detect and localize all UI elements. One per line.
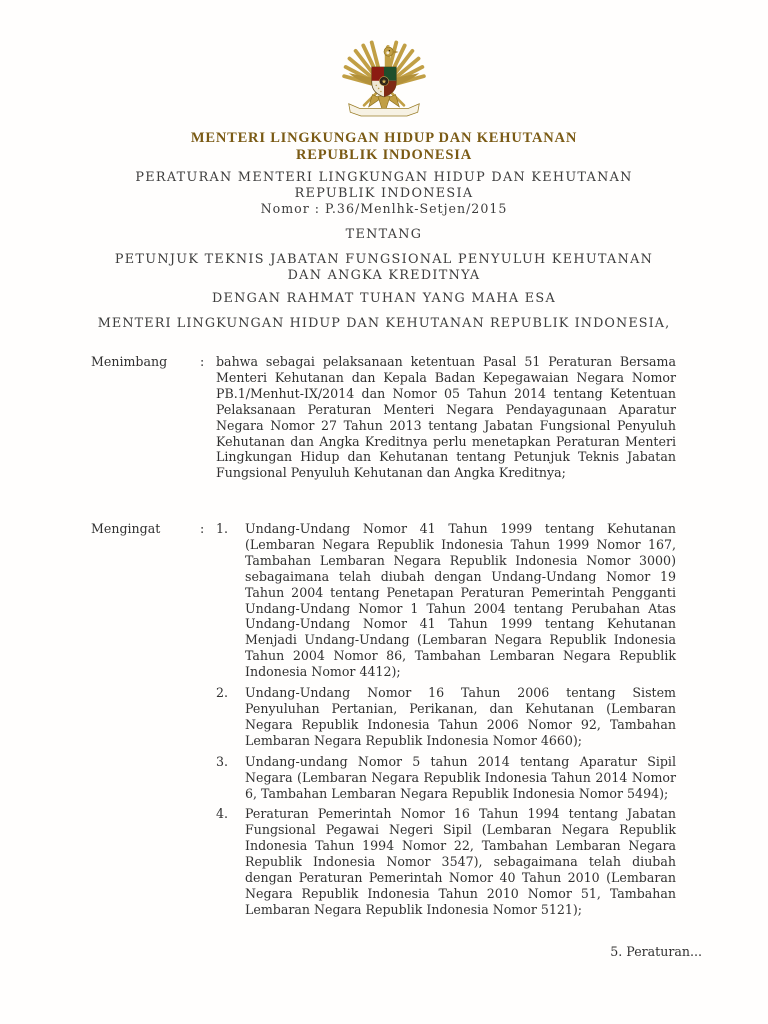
legal-basis-item-text: Peraturan Pemerintah Nomor 16 Tahun 1994 tentang Jabatan Fungsional Pegawai Negeri Sipil (Lembaran Negara Republik Indonesia Tahun 1994 Nomor 22, Tambahan Lembaran Negara Republik Indonesia Nomor 3547), sebagaimana telah diubah dengan Peraturan Pemerintah Nomor 40 Tahun 2010 (Lembaran Negara Republik Indonesia Tahun 2010 Nomor 51, Tambahan Lembaran Negara Republik Indonesia Nomor 5121); (245, 806, 676, 917)
legal-basis-item-number: 4. (216, 806, 229, 822)
legal-basis-item-text: Undang-Undang Nomor 41 Tahun 1999 tentang Kehutanan (Lembaran Negara Republik Indonesia Tahun 1999 Nomor 167, Tambahan Lembaran Negara Republik Indonesia Nomor 3000) sebagaimana telah diubah dengan Undang-Undang Nomor 19 Tahun 2004 tentang Penetapan Peraturan Pemerintah Pengganti Undang-Undang Nomor 1 Tahun 2004 tentang Perubahan Atas Undang-Undang Nomor 41 Tahun 1999 tentang Kehutanan Menjadi Undang-Undang (Lembaran Negara Republik Indonesia Tahun 2004 Nomor 86, Tambahan Lembaran Negara Republik Indonesia Nomor 4412); (245, 521, 676, 680)
menimbang-text: bahwa sebagai pelaksanaan ketentuan Pasal 51 Peraturan Bersama Menteri Kehutanan dan Kepala Badan Kepegawaian Negara Nomor PB.1/Menhut-IX/2014 dan Nomor 05 Tahun 2014 tentang Ketentuan Pelaksanaan Peraturan Menteri Negara Pendayagunaan Aparatur Negara Nomor 27 Tahun 2013 tentang Jabatan Fungsional Penyuluh Kehutanan dan Angka Kreditnya perlu menetapkan Peraturan Menteri Lingkungan Hidup dan Kehutanan tentang Petunjuk Teknis Jabatan Fungsional Penyuluh Kehutanan dan Angka Kreditnya; (216, 354, 676, 481)
legal-basis-item (216, 754, 676, 802)
legal-basis-item (216, 806, 676, 917)
menimbang-label: Menimbang (91, 354, 168, 369)
regulation-title-line2: REPUBLIK INDONESIA (294, 185, 474, 201)
legal-basis-item-text: Undang-undang Nomor 5 tahun 2014 tentang Aparatur Sipil Negara (Lembaran Negara Republik Indonesia Tahun 2014 Nomor 6, Tambahan Lembaran Negara Republik Indonesia Nomor 5494); (245, 753, 676, 801)
invocation-line: DENGAN RAHMAT TUHAN YANG MAHA ESA (211, 291, 557, 306)
ministry-letterhead (0, 130, 768, 164)
legal-basis-item (216, 685, 676, 749)
legal-basis-item-number: 1. (216, 521, 229, 536)
regulation-title (0, 170, 768, 217)
regulation-number: Nomor : P.36/Menlhk-Setjen/2015 (260, 201, 508, 217)
tentang-label: TENTANG (345, 227, 423, 242)
menimbang-colon: : (200, 354, 205, 369)
page-catchword: 5. Peraturan... (610, 944, 702, 959)
garuda-pancasila-icon (338, 36, 430, 124)
legal-basis-item-number: 3. (216, 753, 229, 769)
legal-basis-item-number: 2. (216, 685, 229, 701)
legal-basis-item (216, 521, 676, 680)
regulation-subject-line1: PETUNJUK TEKNIS JABATAN FUNGSIONAL PENYULUH KEHUTANAN (114, 252, 654, 267)
legal-basis-item-text: Undang-Undang Nomor 16 Tahun 2006 tentang Sistem Penyuluhan Pertanian, Perikanan, dan Kehutanan (Lembaran Negara Republik Indonesia Tahun 2006 Nomor 92, Tambahan Lembaran Negara Republik Indonesia Nomor 4660); (245, 685, 676, 748)
letterhead-line1: MENTERI LINGKUNGAN HIDUP DAN KEHUTANAN (190, 130, 578, 146)
regulation-subject (0, 252, 768, 283)
issuer-line: MENTERI LINGKUNGAN HIDUP DAN KEHUTANAN REPUBLIK INDONESIA, (97, 316, 671, 331)
menimbang-clause (91, 354, 676, 481)
regulation-subject-line2: DAN ANGKA KREDITNYA (287, 267, 481, 283)
svg-text:★: ★ (381, 78, 387, 86)
mengingat-clause (91, 521, 676, 918)
mengingat-label: Mengingat (91, 521, 161, 536)
letterhead-line2: REPUBLIK INDONESIA (296, 147, 472, 163)
national-emblem (0, 36, 768, 128)
mengingat-list (216, 521, 676, 918)
regulation-title-line1: PERATURAN MENTERI LINGKUNGAN HIDUP DAN KEHUTANAN (135, 170, 633, 185)
mengingat-colon: : (200, 521, 205, 536)
